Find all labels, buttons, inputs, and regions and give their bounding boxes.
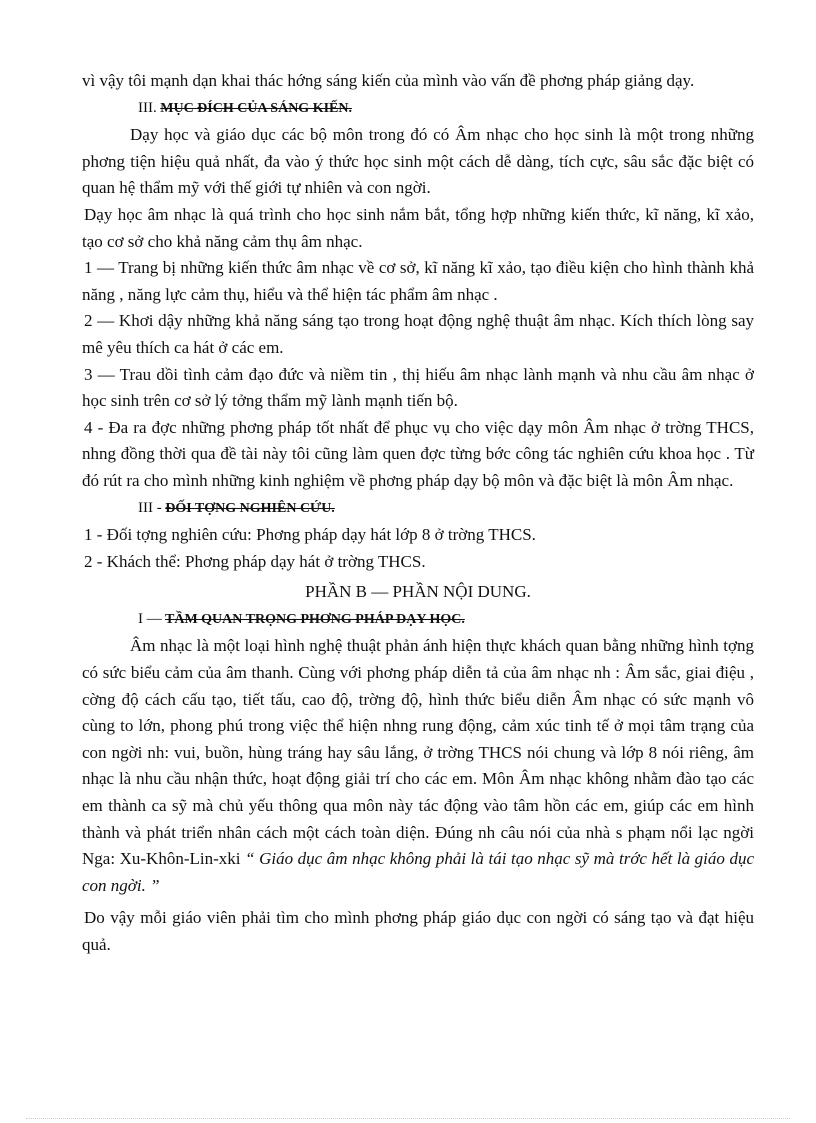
heading-number: III. xyxy=(138,99,157,116)
paragraph-muc-dich-1: Dạy học và giáo dục các bộ môn trong đó có Âm nhạc cho học sinh là một trong những phơng tiện hiệu quả nhất, đa vào ý thức học sinh một cách dễ dàng, tích cực, sâu sắc đặc biệt có quan hệ thẩm mỹ với thế giới tự nhiên và con ngời. xyxy=(82,125,754,198)
page-bottom-dotted-rule xyxy=(26,1118,790,1119)
heading-number: III - xyxy=(138,499,162,516)
part-b-title: PHẦN B — PHẦN NỘI DUNG. xyxy=(305,582,531,602)
paragraph-tam-quan-body: Âm nhạc là một loại hình nghệ thuật phản ánh hiện thực khách quan bằng những hình tợng có sức biểu cảm của âm thanh. Cùng với phơng pháp diễn tả của âm nhạc nh : Âm sắc, giai điệu , cờng độ cách cấu tạo, tiết tấu, cao độ, trờng độ, hình thức biểu diễn Âm nhạc có sức mạnh vô cùng to lớn, phong phú trong việc thể hiện nhng rung động, cảm xúc tinh tế ở mọi tâm trạng của con ngời nh: vui, buồn, hùng tráng hay sâu lắng, ở trờng THCS nói chung và lớp 8 nói riêng, âm nhạc là nhu cầu nhận thức, hoạt động giải trí cho các em. Môn Âm nhạc không nhằm đào tạo các em thành ca sỹ mà chủ yếu thông qua môn này tác động vào tâm hồn các em, giúp các em hình thành và phát triển nhân cách một cách toàn diện. Đúng nh câu nói của nhà s phạm nổi lạc ngời Nga: Xu-Khôn-Lin-xki xyxy=(82,636,754,869)
paragraph-intro-continuation: vì vậy tôi mạnh dạn khai thác hớng sáng kiến của mình vào vấn đề phơng pháp giảng dạy. xyxy=(82,71,695,90)
quote-xu-khon-lin-xki: “ Giáo dục âm nhạc không phải là tái tạo nhạc sỹ mà trớc hết là giáo dục con ngời. ” xyxy=(82,849,755,895)
list-item-3: 3 — Trau dồi tình cảm đạo đức và niềm tin , thị hiếu âm nhạc lành mạnh và nhu cầu âm nhạc ở học sinh trên cơ sở lý tởng thẩm mỹ lành mạnh tiến bộ. xyxy=(82,364,754,411)
heading-text: ĐỐI TỢNG NGHIÊN CỨU. xyxy=(165,500,335,516)
paragraph-doi-tuong-2: 2 - Khách thể: Phơng pháp dạy hát ở trờng THCS. xyxy=(84,551,426,571)
section-heading-tam-quan xyxy=(82,606,754,634)
document-page xyxy=(82,68,754,959)
heading-text: TẦM QUAN TRỌNG PHƠNG PHÁP DẠY HỌC. xyxy=(165,611,465,627)
paragraph-tam-quan xyxy=(82,633,754,899)
section-heading-doi-tuong xyxy=(82,495,754,523)
heading-text: MỤC ĐÍCH CỦA SÁNG KIẾN. xyxy=(160,100,352,116)
section-heading-muc-dich xyxy=(82,95,754,123)
list-item-2: 2 — Khơi dậy những khả năng sáng tạo trong hoạt động nghệ thuật âm nhạc. Kích thích lòng say mê yêu thích ca hát ở các em. xyxy=(82,311,754,357)
paragraph-doi-tuong-1: 1 - Đối tợng nghiên cứu: Phơng pháp dạy hát lớp 8 ở trờng THCS. xyxy=(84,525,536,545)
list-item-4: 4 - Đa ra đợc những phơng pháp tốt nhất để phục vụ cho việc dạy môn Âm nhạc ở trờng THCS, nhng đồng thời qua đề tài này tôi cũng làm quen đợc từng bớc công tác nghiên cứu khoa học . Từ đó rút ra cho mình những kinh nghiệm về phơng pháp dạy bộ môn và đặc biệt là môn Âm nhạc. xyxy=(82,417,754,490)
list-item-1: 1 — Trang bị những kiến thức âm nhạc về cơ sở, kĩ năng kĩ xảo, tạo điều kiện cho hình thành khả năng , năng lực cảm thụ, hiểu và thể hiện tác phẩm âm nhạc . xyxy=(82,258,754,304)
paragraph-conclusion: Do vậy mỗi giáo viên phải tìm cho mình phơng pháp giáo dục con ngời có sáng tạo và đạt hiệu quả. xyxy=(82,908,754,954)
heading-number: I — xyxy=(138,610,162,627)
paragraph-muc-dich-2: Dạy học âm nhạc là quá trình cho học sinh nắm bắt, tổng hợp những kiến thức, kĩ năng, kĩ xảo, tạo cơ sở cho khả năng cảm thụ âm nhạc. xyxy=(82,204,754,251)
